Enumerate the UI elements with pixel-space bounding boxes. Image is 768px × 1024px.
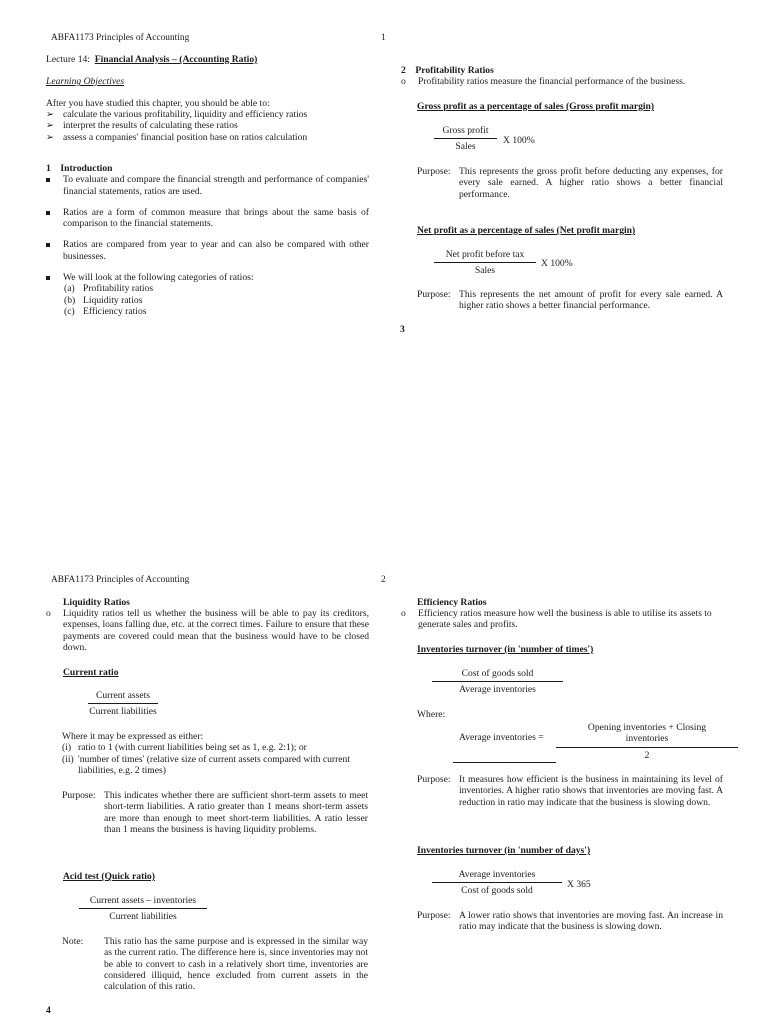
- arrow-bullet-icon: ➢: [46, 120, 55, 132]
- intro-bullets: [46, 174, 369, 283]
- np-purpose: [417, 289, 723, 313]
- cr-expression-options: [62, 731, 369, 776]
- it-times-denominator: Average inventories: [459, 684, 536, 696]
- cr-heading: Current ratio: [63, 667, 119, 678]
- qr-note: [62, 936, 368, 996]
- square-bullet-icon: [46, 243, 50, 247]
- section2-heading: Profitability Ratios: [415, 65, 494, 76]
- it-where: Where:: [417, 709, 446, 720]
- fraction-bar: [88, 703, 158, 704]
- fraction-bar: [432, 681, 563, 682]
- objectives-list: [46, 109, 369, 143]
- square-bullet-icon: [46, 178, 50, 182]
- section-number: 1: [46, 162, 51, 174]
- footer-page-number: 3: [400, 324, 405, 335]
- cr-where: Where it may be expressed as either:: [62, 731, 204, 742]
- list-item: To evaluate and compare the financial strength and performance of companies' financial statements, ratios are used.: [46, 174, 369, 197]
- lecture-title: Financial Analysis – (Accounting Ratio): [94, 54, 258, 65]
- avg-inventories-label: Average inventories =: [459, 732, 544, 743]
- it-days-numerator: Average inventories: [458, 869, 536, 880]
- square-bullet-icon: [46, 211, 50, 215]
- efficiency-bullets: [401, 608, 723, 631]
- purpose-text: This indicates whether there are sufficient short-term assets to meet short-term liabilities. A ratio greater than 1 means short-term assets are more than enough to meet short-term liabilities. A ratio lesser than 1 means the business is having liquidity problems.: [104, 790, 368, 835]
- liquidity-heading: Liquidity Ratios: [63, 597, 130, 608]
- arrow-bullet-icon: ➢: [46, 131, 55, 143]
- ratio-categories: [64, 283, 369, 317]
- purpose-label: Purpose:: [62, 790, 96, 801]
- purpose-text: It measures how efficient is the business in maintaining its level of inventories. A higher ratio shows that inventories are moving fast. A reduction in ratio may indicate that the business is slowing down.: [459, 774, 723, 808]
- fraction-bar: [432, 882, 562, 883]
- arrow-bullet-icon: ➢: [46, 108, 55, 120]
- purpose-label: Purpose:: [417, 289, 451, 300]
- np-denominator: Sales: [474, 265, 496, 277]
- qr-fraction: [79, 895, 207, 923]
- page-header-course: ABFA1173 Principles of Accounting: [51, 575, 190, 585]
- cr-denominator: Current liabilities: [89, 706, 157, 718]
- top-right-column: [401, 65, 725, 88]
- np-multiplier: X 100%: [541, 258, 573, 269]
- list-item: ➢ calculate the various profitability, liquidity and efficiency ratios: [46, 108, 308, 120]
- list-item: Ratios are a form of common measure that brings about the same basis of comparison to the financial statements.: [46, 207, 369, 230]
- circle-bullet-icon: o: [401, 608, 406, 619]
- list-item: (ii) 'number of times' (relative size of current assets compared with current liabilities, e.g. 2 times): [62, 753, 350, 776]
- fraction-bar: [434, 262, 536, 263]
- purpose-label: Purpose:: [417, 166, 451, 177]
- gp-denominator: Sales: [455, 141, 476, 153]
- divider: [453, 762, 556, 763]
- intro-heading-line: [46, 163, 369, 174]
- avg-inventories-fraction: [556, 722, 738, 761]
- it-days-heading: Inventories turnover (in 'number of days'): [417, 845, 591, 856]
- avg-inventories-denominator: 2: [644, 749, 650, 761]
- fraction-bar: [434, 138, 497, 139]
- circle-bullet-icon: o: [46, 608, 51, 619]
- gp-multiplier: X 100%: [503, 135, 535, 146]
- top-left-column: [46, 54, 369, 317]
- list-item: ➢ interpret the results of calculating these ratios: [46, 120, 238, 132]
- list-item: We will look at the following categories of ratios:: [46, 272, 369, 283]
- circle-bullet-icon: o: [401, 76, 406, 88]
- objectives-intro: After you have studied this chapter, you should be able to:: [46, 97, 270, 109]
- cr-purpose: [62, 790, 368, 850]
- objectives-heading: Learning Objectives: [46, 76, 125, 88]
- gp-fraction: [434, 125, 497, 153]
- purpose-label: Purpose:: [417, 774, 451, 785]
- page-number: 2: [381, 575, 386, 585]
- note-label: Note:: [62, 936, 84, 947]
- gp-purpose: [417, 166, 723, 202]
- list-item: o Profitability ratios measure the financial performance of the business.: [401, 76, 686, 88]
- purpose-label: Purpose:: [417, 910, 451, 921]
- list-item: (i) ratio to 1 (with current liabilities being set as 1, e.g. 2:1); or: [62, 742, 307, 754]
- purpose-text: This represents the gross profit before deducting any expenses, for every sale earned. A higher ratio shows a better financial performance.: [459, 166, 723, 200]
- gp-numerator: Gross profit: [442, 125, 489, 136]
- it-times-numerator: Cost of goods sold: [461, 668, 534, 679]
- note-text: This ratio has the same purpose and is expressed in the similar way as the current ratio. The difference here is, since inventories may not be able to convert to cash in a relatively short time, inventories are considered illiquid, hence excluded from current assets in the calculation of this ratio.: [104, 936, 368, 993]
- lecture-title-line: [46, 54, 369, 65]
- it-days-multiplier: X 365: [567, 879, 591, 890]
- page-number: 1: [381, 33, 386, 43]
- qr-denominator: Current liabilities: [109, 911, 177, 923]
- section-number: 2: [401, 65, 406, 76]
- np-fraction: [434, 249, 536, 277]
- qr-numerator: Current assets – inventories: [89, 895, 197, 906]
- list-item: (c) Efficiency ratios: [64, 306, 147, 317]
- purpose-text: A lower ratio shows that inventories are moving fast. An increase in ratio may indicate that the business is slowing down.: [459, 910, 723, 933]
- np-numerator: Net profit before tax: [445, 249, 525, 260]
- fraction-bar: [556, 747, 738, 748]
- it-days-purpose: [417, 910, 723, 934]
- it-times-heading: Inventories turnover (in 'number of times'): [417, 644, 594, 655]
- list-item: ➢ assess a companies' financial position base on ratios calculation: [46, 131, 308, 143]
- fraction-bar: [79, 908, 207, 909]
- purpose-text: This represents the net amount of profit for every sale earned. A higher ratio shows a better financial performance.: [459, 289, 723, 312]
- it-days-denominator: Cost of goods sold: [461, 885, 533, 897]
- section2-heading-line: [401, 65, 725, 76]
- qr-heading: Acid test (Quick ratio): [63, 871, 155, 882]
- gp-heading: Gross profit as a percentage of sales (Gross profit margin): [417, 101, 655, 112]
- liquidity-bullets: [46, 608, 369, 653]
- it-times-purpose: [417, 774, 723, 822]
- intro-heading: Introduction: [60, 162, 113, 174]
- efficiency-heading: Efficiency Ratios: [417, 597, 487, 608]
- cr-numerator: Current assets: [95, 690, 151, 701]
- page-header-course: ABFA1173 Principles of Accounting: [51, 33, 190, 43]
- list-item: (b) Liquidity ratios: [64, 294, 143, 306]
- list-item: Ratios are compared from year to year and can also be compared with other businesses.: [46, 239, 369, 262]
- list-item: o Liquidity ratios tell us whether the business will be able to pay its creditors, expenses, loans falling due, etc. at the correct times. Failure to ensure that these payments are covered could mean that the business would have to be closed down.: [46, 608, 369, 653]
- cr-fraction: [88, 690, 158, 718]
- list-item: (a) Profitability ratios: [64, 283, 154, 295]
- it-days-fraction: [432, 869, 562, 897]
- section2-bullets: [401, 76, 725, 87]
- list-item: o Efficiency ratios measure how well the business is able to utilise its assets to generate sales and profits.: [401, 608, 712, 631]
- lecture-prefix: Lecture 14:: [46, 54, 90, 65]
- it-times-fraction: [432, 668, 563, 696]
- avg-inventories-numerator: Opening inventories + Closing inventories: [587, 722, 707, 745]
- square-bullet-icon: [46, 276, 50, 280]
- footer-page-number: 4: [46, 1005, 51, 1016]
- np-heading: Net profit as a percentage of sales (Net profit margin): [417, 225, 636, 236]
